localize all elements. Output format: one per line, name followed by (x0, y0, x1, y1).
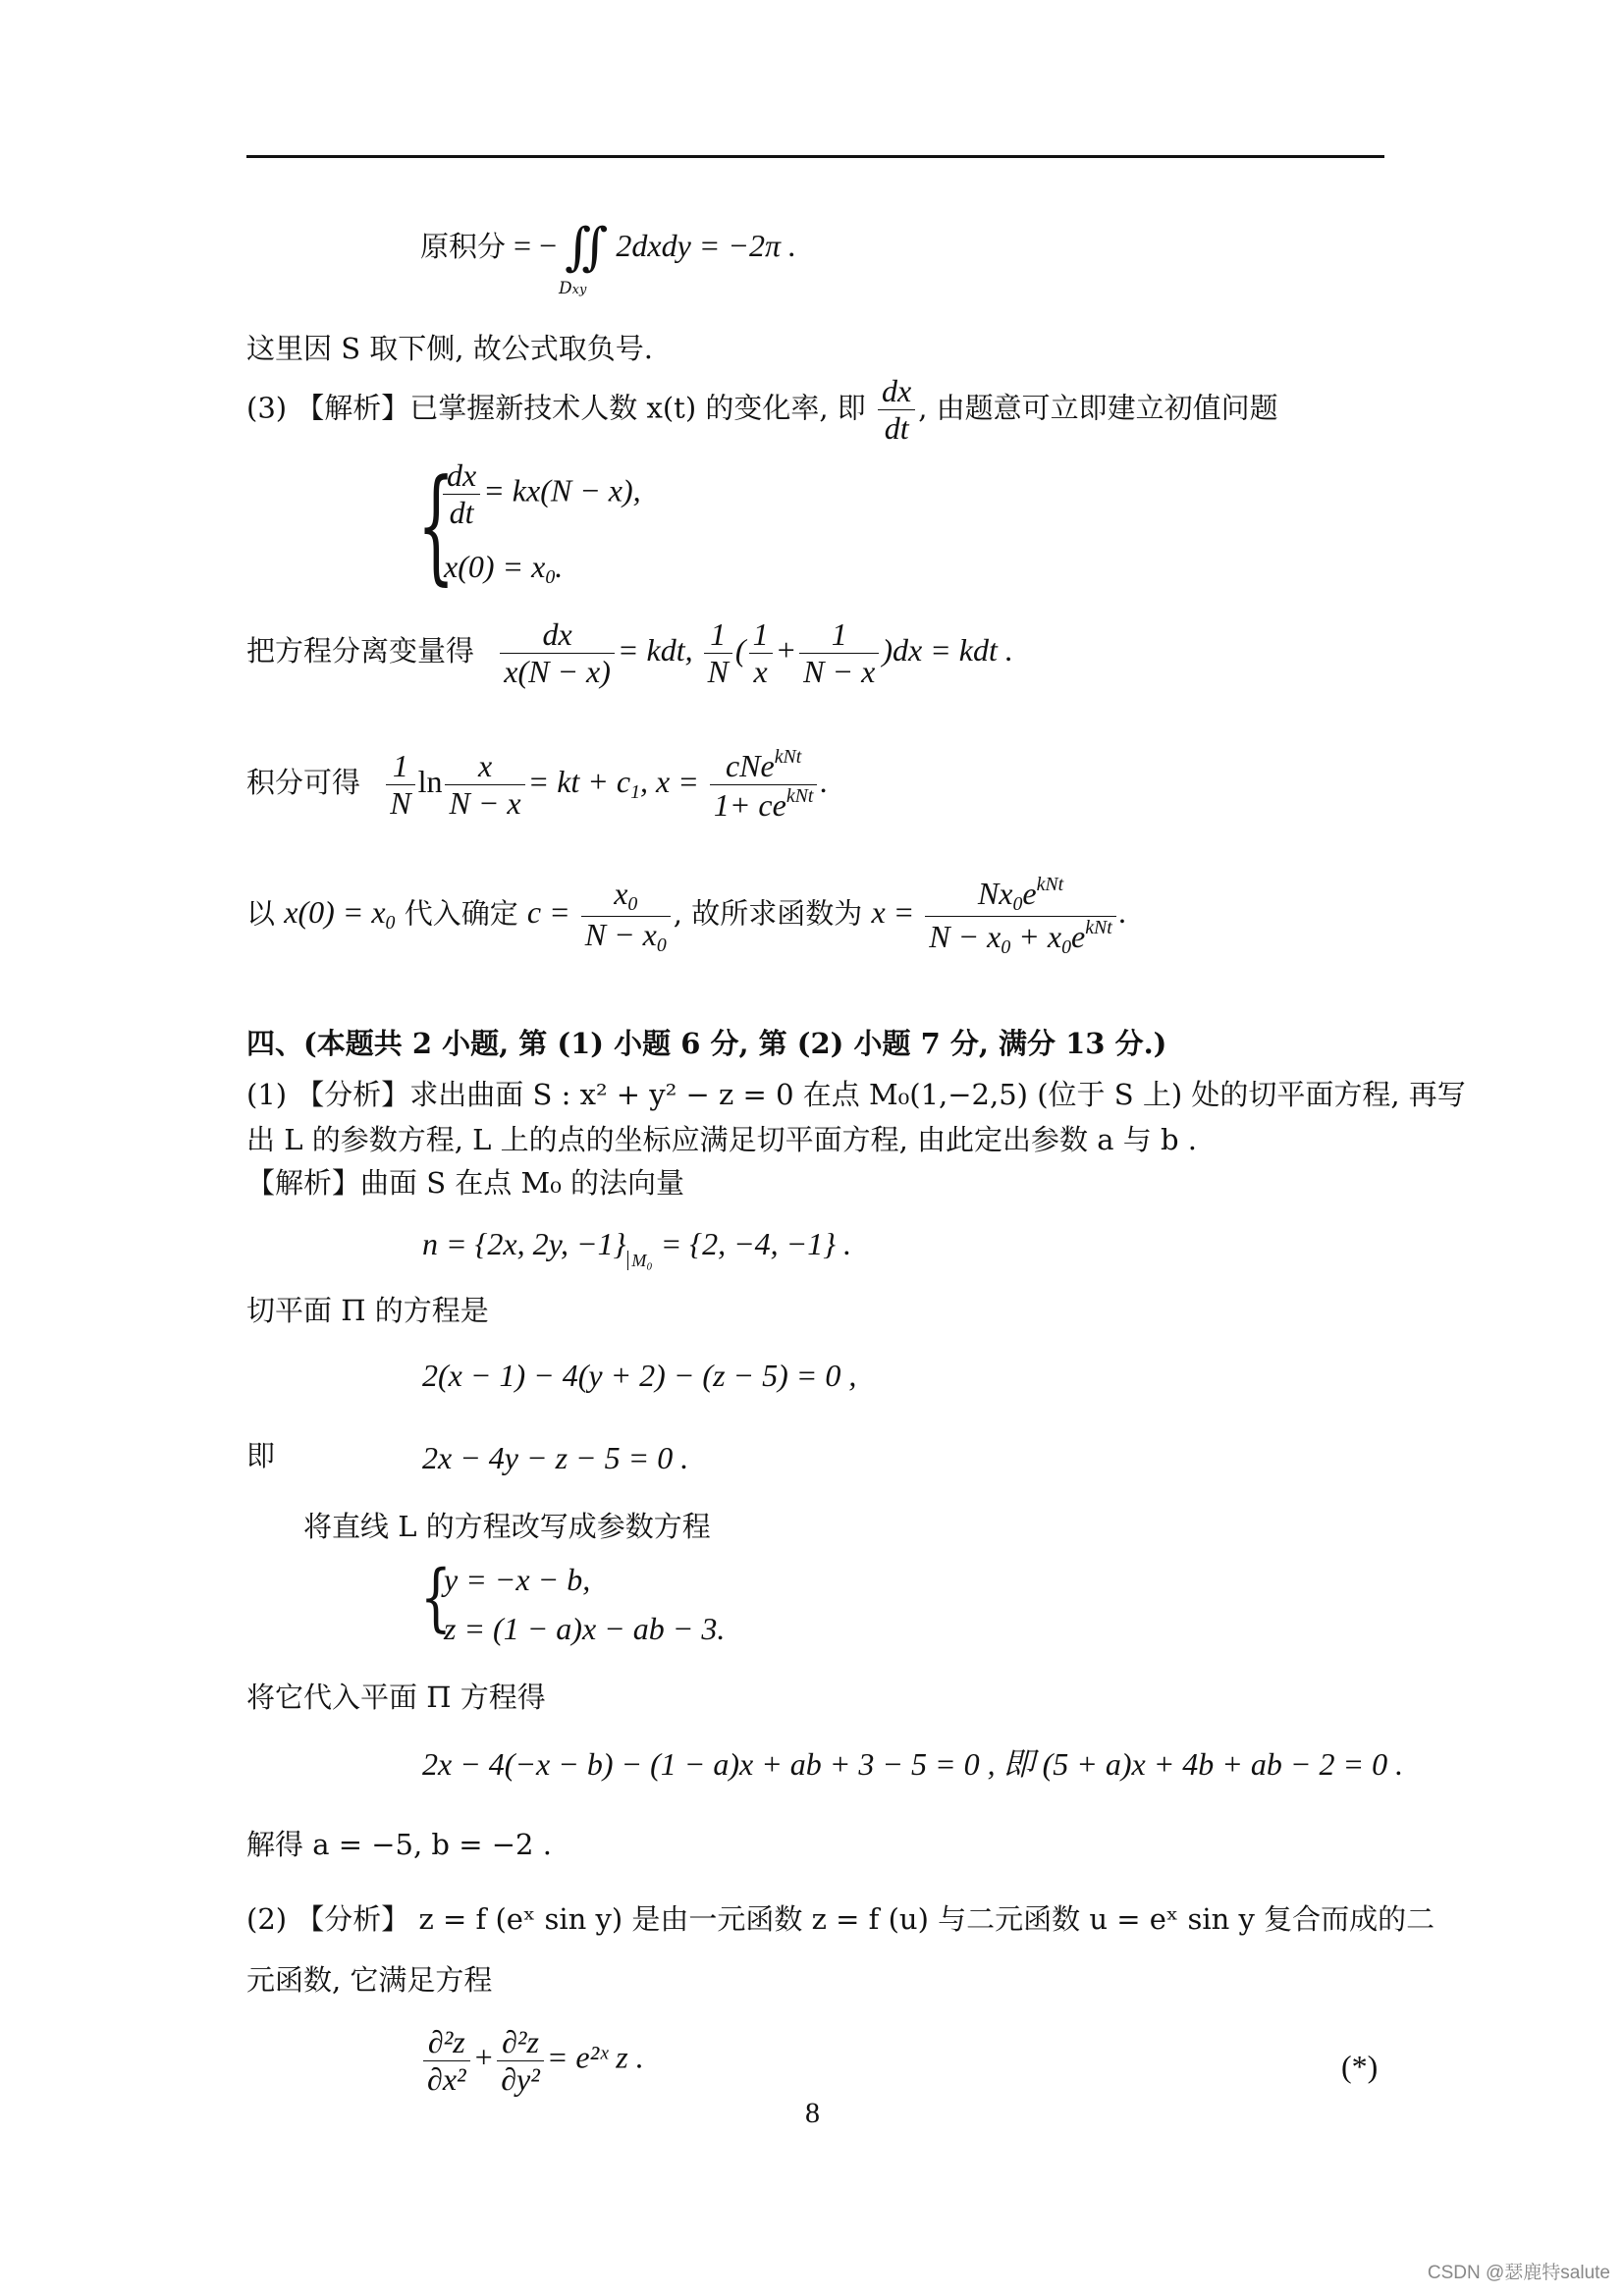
integral-domain-subscript: Dxy (559, 279, 587, 298)
watermark: CSDN @瑟鹿特salute (1427, 2263, 1610, 2283)
line-initial-condition: 以 $x(0) = x_0$ 代入确定 c = $\frac{x_0}{N - x_0}$ , 故所求函数为 x = $Nx_0e^{kNt}$ $N - x_0 + x_0e^{kNt}$ . (246, 874, 1127, 958)
tangent-plane-label: 切平面 Π 的方程是 (246, 1294, 489, 1327)
system-line-2: $x(0) = x_0$. (444, 549, 564, 588)
system-line-1: $\frac{dx}{dt}$ = kx(N − x), (440, 457, 641, 531)
param-line-1: y = −x − b, (444, 1562, 591, 1597)
solution-ab: 解得 a = −5, b = −2 . (246, 1828, 552, 1861)
s4-analysis-2: 出 L 的参数方程, L 上的点的坐标应满足切平面方程, 由此定出参数 a 与 b . (246, 1123, 1197, 1156)
part2-analysis-1: (2) 【分析】 z = f (eˣ sin y) 是由一元函数 z = f (u) 与二元函数 u = eˣ sin y 复合而成的二 (246, 1902, 1435, 1936)
line-part3-intro: (3) 【解析】已掌握新技术人数 x(t) 的变化率, 即 $\frac{dx}{dt}$ , 由题意可立即建立初值问题 (246, 373, 1278, 446)
s4-analysis-1: (1) 【分析】求出曲面 S : x² + y² − z = 0 在点 M₀(1,−2,5) (位于 S 上) 处的切平面方程, 再写 (246, 1078, 1466, 1111)
normal-vector-eq: n = {2x, 2y, −1} $_{M_0}$ = {2, −4, −1} . (422, 1226, 852, 1270)
tangent-plane-eq: 2(x − 1) − 4(y + 2) − (z − 5) = 0 , (422, 1358, 857, 1393)
pde-equation: $\frac{\text{∂²z}}{\text{∂x²}}$ + $\frac{\text{∂²z}}{\text{∂y²}}$ = e²ˣ z . (420, 2024, 644, 2098)
substituted-eq: 2x − 4(−x − b) − (1 − a)x + ab + 3 − 5 = 0 , 即 (5 + a)x + 4b + ab − 2 = 0 . (422, 1746, 1404, 1782)
substitute-label: 将它代入平面 Π 方程得 (246, 1681, 546, 1714)
header-rule (246, 155, 1384, 158)
param-line-2: z = (1 − a)x − ab − 3. (444, 1611, 726, 1646)
fraction-dxdt: $\frac{dx}{dt}$ (878, 373, 915, 447)
equation-tag-star: (*) (1341, 2049, 1379, 2084)
param-system-brace: { (420, 1555, 452, 1640)
line-integration: 积分可得 $\frac{1}{N}$ ln $\frac{x}{N - x}$ = kt + $c_1$, x = cNe$^{kNt}$ $1+ ce^{kNt}$ . (246, 746, 829, 823)
line-original-integral: 原积分 = − ∬ 2dxdy = −2π . (420, 220, 797, 276)
line-param-intro: 将直线 L 的方程改写成参数方程 (303, 1510, 711, 1543)
ji-label: 即 (246, 1439, 276, 1472)
system-brace: { (417, 454, 456, 599)
line-orientation-note: 这里因 S 取下侧, 故公式取负号. (246, 332, 653, 365)
section-4-title: 四、(本题共 2 小题, 第 (1) 小题 6 分, 第 (2) 小题 7 分, 满分 13 分.) (246, 1027, 1167, 1060)
part2-analysis-2: 元函数, 它满足方程 (246, 1963, 493, 1997)
line-separation: 把方程分离变量得 $\frac{dx}{x(N - x)}$ = kdt, $\frac{1}{N}$ ( $\frac{1}{x}$ + $\frac{1}{N - x}$ )dx = kdt . (246, 616, 1013, 689)
plane-simplified-eq: 2x − 4y − z − 5 = 0 . (422, 1440, 689, 1475)
s4-solution-normal: 【解析】曲面 S 在点 M₀ 的法向量 (246, 1166, 685, 1200)
page-number: 8 (805, 2097, 820, 2129)
